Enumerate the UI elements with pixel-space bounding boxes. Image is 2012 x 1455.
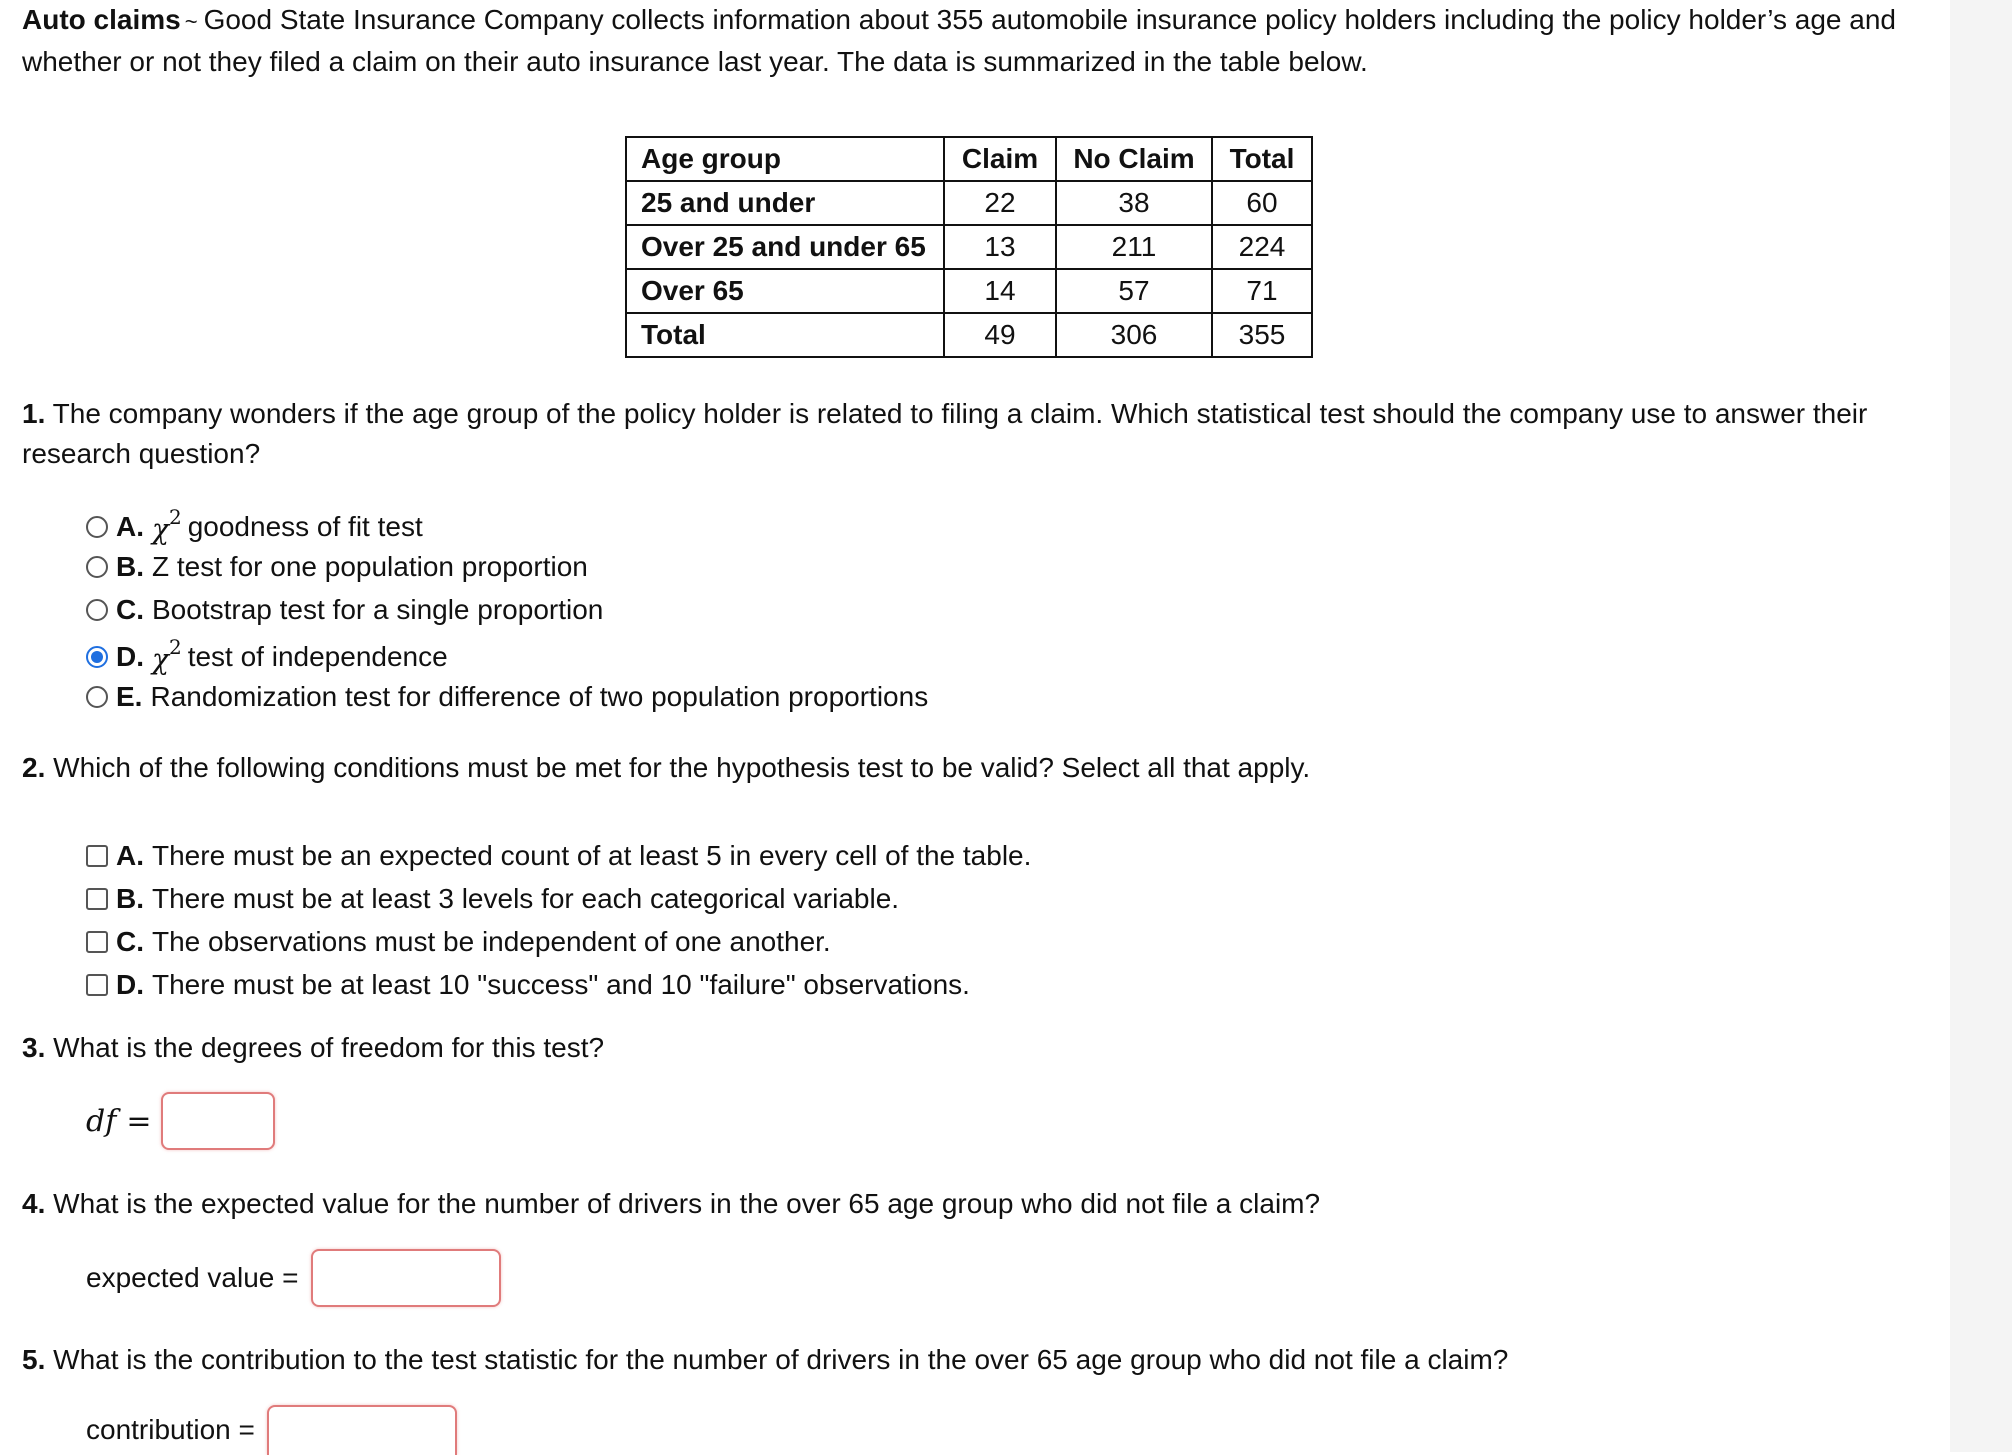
table-cell: 71 (1212, 269, 1312, 313)
question-text: What is the expected value for the number of drivers in the over 65 age group who did not file a claim? (53, 1188, 1321, 1219)
option-text: There must be at least 10 "success" and 10 "failure" observations. (152, 968, 970, 1000)
contingency-table (625, 136, 1313, 358)
question-number: 2. (22, 752, 46, 783)
option-text: Randomization test for difference of two population proportions (150, 681, 929, 712)
question-5 (22, 1340, 1922, 1380)
question-text: Which of the following conditions must be met for the hypothesis test to be valid? Select all that apply. (53, 752, 1311, 783)
radio-button[interactable] (86, 686, 108, 708)
checkbox[interactable] (86, 888, 108, 910)
q1-option-c[interactable] (86, 590, 928, 630)
table-cell: 306 (1056, 313, 1212, 357)
checkbox[interactable] (86, 845, 108, 867)
option-letter: A. (116, 839, 144, 871)
table-cell: 13 (944, 225, 1056, 269)
page-margin (1950, 0, 2012, 1452)
q1-options (86, 504, 929, 717)
question-number: 1. (22, 398, 46, 429)
equals-sign: = (126, 1103, 152, 1139)
df-answer-row (86, 1092, 275, 1150)
option-text: There must be an expected count of at least 5 in every cell of the table. (152, 839, 1032, 871)
expected-value-answer-row (86, 1249, 501, 1307)
question-3 (22, 1028, 1922, 1068)
q1-option-b[interactable] (86, 547, 928, 587)
question-2 (22, 748, 1922, 788)
option-letter: A. (116, 511, 144, 542)
expected-value-label: expected value = (86, 1262, 299, 1293)
table-row (626, 225, 1312, 269)
problem-intro-text: Good State Insurance Company collects information about 355 automobile insurance policy holders including the policy holder’s age and whether or not they filed a claim on their auto insurance last year. The data is summarized in the table below. (22, 4, 1897, 77)
table-header-cell: Total (1212, 137, 1312, 181)
df-label: df (86, 1103, 117, 1139)
question-text: The company wonders if the age group of the policy holder is related to filing a claim. Which statistical test should the company use to answer their research question? (22, 398, 1868, 469)
table-cell: 60 (1212, 181, 1312, 225)
chi-square-symbol: $\chi^2$ (152, 634, 182, 676)
radio-button[interactable] (86, 556, 108, 578)
q2-options (86, 834, 1031, 1006)
table-header-cell: No Claim (1056, 137, 1212, 181)
option-letter: D. (116, 641, 144, 672)
question-number: 3. (22, 1032, 46, 1063)
option-letter: C. (116, 925, 144, 957)
table-row (626, 313, 1312, 357)
contribution-label: contribution = (86, 1414, 255, 1445)
expected-value-input[interactable] (311, 1249, 501, 1307)
table-header-row (626, 137, 1312, 181)
table-cell: Total (626, 313, 944, 357)
table-cell: 224 (1212, 225, 1312, 269)
table-header-cell: Age group (626, 137, 944, 181)
option-letter: E. (116, 681, 143, 712)
contribution-answer-row (86, 1405, 457, 1455)
contribution-input[interactable] (267, 1405, 457, 1455)
problem-title: Auto claims (22, 4, 181, 35)
option-letter: D. (116, 968, 144, 1000)
table-cell: 38 (1056, 181, 1212, 225)
question-number: 5. (22, 1344, 46, 1375)
radio-button-selected[interactable] (86, 646, 108, 668)
option-text: The observations must be independent of one another. (152, 925, 831, 957)
checkbox[interactable] (86, 974, 108, 996)
table-cell: 22 (944, 181, 1056, 225)
table-header-cell: Claim (944, 137, 1056, 181)
table-row (626, 181, 1312, 225)
q2-option-a[interactable] (86, 834, 1031, 877)
table-cell: Over 25 and under 65 (626, 225, 944, 269)
checkbox[interactable] (86, 931, 108, 953)
question-number: 4. (22, 1188, 46, 1219)
q1-option-e[interactable] (86, 677, 928, 717)
radio-button[interactable] (86, 599, 108, 621)
q1-option-a[interactable] (86, 504, 928, 547)
radio-button[interactable] (86, 516, 108, 538)
q2-option-c[interactable] (86, 920, 1031, 963)
table-cell: 25 and under (626, 181, 944, 225)
collapse-tilde-icon[interactable]: ~ (184, 9, 198, 34)
option-text: test of independence (187, 641, 448, 672)
table-cell: 49 (944, 313, 1056, 357)
table-cell: 355 (1212, 313, 1312, 357)
question-text: What is the degrees of freedom for this test? (53, 1032, 605, 1063)
q1-option-d[interactable] (86, 634, 928, 677)
question-text: What is the contribution to the test statistic for the number of drivers in the over 65 age group who did not file a claim? (53, 1344, 1509, 1375)
problem-intro (22, 0, 1922, 82)
q2-option-d[interactable] (86, 963, 1031, 1006)
option-text: Z test for one population proportion (152, 551, 588, 582)
chi-square-symbol: $\chi^2$ (152, 504, 182, 546)
table-cell: Over 65 (626, 269, 944, 313)
option-letter: B. (116, 882, 144, 914)
option-text: goodness of fit test (187, 511, 423, 542)
table-cell: 211 (1056, 225, 1212, 269)
option-letter: B. (116, 551, 144, 582)
option-text: There must be at least 3 levels for each categorical variable. (152, 882, 900, 914)
option-text: Bootstrap test for a single proportion (152, 594, 604, 625)
question-1 (22, 394, 1922, 474)
q2-option-b[interactable] (86, 877, 1031, 920)
option-letter: C. (116, 594, 144, 625)
question-4 (22, 1184, 1922, 1224)
df-input[interactable] (161, 1092, 275, 1150)
table-row (626, 269, 1312, 313)
table-cell: 14 (944, 269, 1056, 313)
table-cell: 57 (1056, 269, 1212, 313)
